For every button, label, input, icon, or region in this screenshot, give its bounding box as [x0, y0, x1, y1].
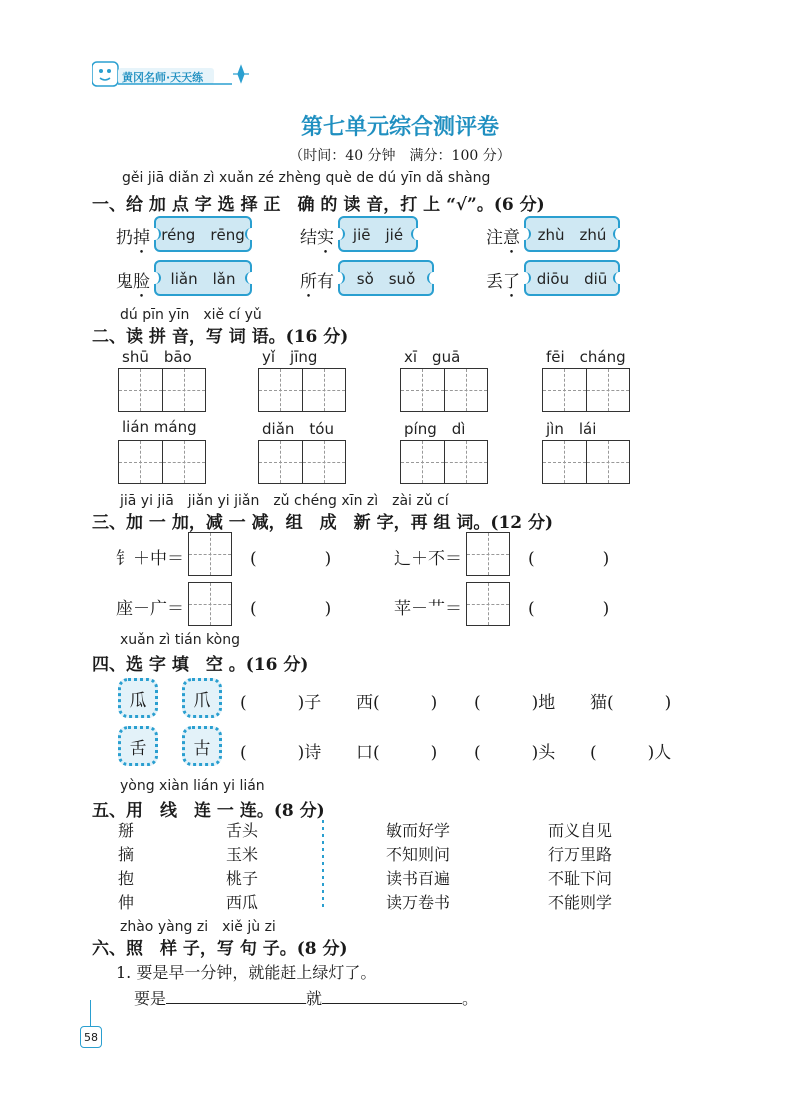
q1-word-pre: 丢	[486, 272, 503, 292]
q6-pinyin: zhào yàng zi xiě jù zi	[120, 919, 276, 935]
q4-label: 四、选 字 填 空 。(16 分)	[92, 655, 309, 675]
q5-pinyin: yòng xiàn lián yi lián	[120, 778, 265, 794]
q5-match-item[interactable]: 抱	[118, 869, 135, 888]
page-number: 58	[84, 1030, 98, 1044]
q1-word-dotted: 了	[503, 272, 520, 292]
q4-blank-item[interactable]: ( )头	[474, 743, 556, 763]
page-subtitle: （时间：40 分钟 满分：100 分）	[289, 148, 511, 164]
q2-pinyin-word: fēi cháng	[546, 348, 626, 366]
q3-equation: 钅＋中＝	[116, 549, 184, 569]
header-badge	[92, 60, 252, 88]
q5-match-item[interactable]: 西瓜	[226, 893, 259, 912]
q1-pinyin-option[interactable]: zhù zhú	[524, 216, 620, 252]
q1-pinyin: gěi jiā diǎn zì xuǎn zé zhèng què de dú yīn dǎ shàng	[122, 170, 491, 186]
q5-match-item[interactable]: 而义自见	[548, 821, 613, 840]
q2-pinyin: dú pīn yīn xiě cí yǔ	[120, 307, 262, 323]
q1-word-pre: 鬼	[116, 272, 133, 292]
grid-cell[interactable]	[119, 369, 162, 411]
q1-pinyin-option[interactable]: réng rēng	[154, 216, 252, 252]
q6-part2: 就	[306, 989, 323, 1008]
q5-match-item[interactable]: 读书百遍	[386, 869, 451, 888]
q3-word-blank[interactable]: ( )	[528, 549, 610, 569]
q4-char-option: 舌	[118, 726, 158, 766]
q2-writing-grid[interactable]	[258, 440, 346, 484]
grid-cell[interactable]	[444, 441, 488, 483]
q5-label: 五、用 线 连 一 连。(8 分)	[92, 801, 325, 821]
q5-divider-dots	[318, 818, 328, 910]
q3-label: 三、加 一 加，减 一 减，组 成 新 字，再 组 词。(12 分)	[92, 513, 554, 533]
q2-writing-grid[interactable]	[400, 368, 488, 412]
q6-part1: 要是	[134, 989, 167, 1008]
q4-blank-item[interactable]: ( )地	[474, 693, 556, 713]
q6-example: 1. 要是早一分钟，就能赶上绿灯了。	[116, 963, 377, 982]
q1-word	[486, 267, 520, 292]
q1-word	[300, 267, 334, 292]
q1-label: 一、给 加 点 字 选 择 正 确 的 读 音，打 上 “√”。(6 分)	[92, 195, 545, 215]
q5-match-item[interactable]: 伸	[118, 893, 135, 912]
q2-pinyin-word: lián máng	[122, 418, 197, 436]
grid-cell[interactable]	[162, 369, 206, 411]
q5-match-item[interactable]: 掰	[118, 821, 135, 840]
page-title: 第七单元综合测评卷	[300, 115, 499, 140]
grid-cell[interactable]	[444, 369, 488, 411]
grid-cell[interactable]	[543, 441, 586, 483]
q1-pinyin-option[interactable]: diōu diū	[524, 260, 620, 296]
q4-char-option: 古	[182, 726, 222, 766]
grid-cell[interactable]	[586, 369, 630, 411]
q2-pinyin-word: diǎn tóu	[262, 420, 334, 438]
q1-pinyin-option[interactable]: liǎn lǎn	[154, 260, 252, 296]
q1-word-dotted: 实	[317, 228, 334, 248]
q3-equation: 座－广＝	[116, 599, 184, 619]
q5-match-item[interactable]: 摘	[118, 845, 135, 864]
q3-equation: 辶＋不＝	[394, 549, 462, 569]
q4-blank-item[interactable]: ( )诗	[240, 743, 322, 763]
grid-cell[interactable]	[401, 441, 444, 483]
q6-answer-line	[134, 986, 478, 1009]
q5-match-item[interactable]: 舌头	[226, 821, 259, 840]
q6-label: 六、照 样 子，写 句 子。(8 分)	[92, 939, 348, 959]
q4-blank-item[interactable]: ( )子	[240, 693, 322, 713]
q2-label: 二、读 拼 音，写 词 语。(16 分)	[92, 327, 349, 347]
q3-answer-box[interactable]	[466, 582, 510, 626]
q2-pinyin-word: shū bāo	[122, 348, 192, 366]
q3-answer-box[interactable]	[188, 532, 232, 576]
grid-cell[interactable]	[302, 441, 346, 483]
q6-blank-1[interactable]	[166, 987, 306, 1004]
grid-cell[interactable]	[302, 369, 346, 411]
q1-word-post: 有	[317, 272, 334, 292]
q4-blank-item[interactable]: 口( )	[356, 743, 438, 763]
grid-cell[interactable]	[119, 441, 162, 483]
grid-cell[interactable]	[586, 441, 630, 483]
q3-word-blank[interactable]: ( )	[528, 599, 610, 619]
q3-pinyin: jiā yi jiā jiǎn yi jiǎn zǔ chéng xīn zì zài zǔ cí	[120, 493, 449, 509]
q2-writing-grid[interactable]	[400, 440, 488, 484]
page-number-box	[80, 1026, 102, 1048]
q1-word-dotted: 意	[503, 228, 520, 248]
q4-char-option: 瓜	[118, 678, 158, 718]
q2-pinyin-word: yǐ jīng	[262, 348, 318, 366]
q5-match-item[interactable]: 敏而好学	[386, 821, 451, 840]
grid-cell[interactable]	[401, 369, 444, 411]
q5-match-item[interactable]: 行万里路	[548, 845, 613, 864]
q5-match-item[interactable]: 不能则学	[548, 893, 613, 912]
page-edge-line	[90, 1000, 91, 1026]
q6-end: 。	[462, 989, 479, 1008]
q1-word-dotted: 所	[300, 272, 317, 292]
q4-blank-item[interactable]: 西( )	[356, 693, 438, 713]
q5-match-item[interactable]: 读万卷书	[386, 893, 451, 912]
q1-word-dotted: 脸	[133, 272, 150, 292]
q2-writing-grid[interactable]	[258, 368, 346, 412]
q1-word-dotted: 掉	[133, 228, 150, 248]
q6-blank-2[interactable]	[322, 987, 462, 1004]
q1-word-pre: 扔	[116, 228, 133, 248]
q4-blank-item[interactable]: ( )人	[590, 743, 672, 763]
q1-word-pre: 结	[300, 228, 317, 248]
q1-word	[486, 223, 520, 248]
q3-equation: 苹－艹＝	[394, 599, 462, 619]
q2-pinyin-word: jìn lái	[546, 420, 597, 438]
q4-char-option: 爪	[182, 678, 222, 718]
header-badge-text: 黄冈名师·天天练	[122, 71, 204, 84]
q2-pinyin-word: píng dì	[404, 420, 466, 438]
q1-word	[300, 223, 334, 248]
q4-blank-item[interactable]: 猫( )	[590, 693, 672, 713]
q5-match-item[interactable]: 不知则问	[386, 845, 451, 864]
q2-writing-grid[interactable]	[118, 368, 206, 412]
grid-cell[interactable]	[162, 441, 206, 483]
q3-word-blank[interactable]: ( )	[250, 599, 332, 619]
q1-pinyin-option[interactable]: sǒ suǒ	[338, 260, 434, 296]
q1-word-pre: 注	[486, 228, 503, 248]
grid-cell[interactable]	[259, 441, 302, 483]
q3-answer-box[interactable]	[188, 582, 232, 626]
q5-match-item[interactable]: 不耻下问	[548, 869, 613, 888]
grid-cell[interactable]	[259, 369, 302, 411]
q2-pinyin-word: xī guā	[404, 348, 461, 366]
grid-cell[interactable]	[543, 369, 586, 411]
q3-answer-box[interactable]	[466, 532, 510, 576]
q1-word	[116, 223, 150, 248]
q5-match-item[interactable]: 桃子	[226, 869, 259, 888]
q2-writing-grid[interactable]	[118, 440, 206, 484]
q2-writing-grid[interactable]	[542, 368, 630, 412]
q1-word	[116, 267, 150, 292]
q3-word-blank[interactable]: ( )	[250, 549, 332, 569]
q5-match-item[interactable]: 玉米	[226, 845, 259, 864]
q2-writing-grid[interactable]	[542, 440, 630, 484]
q4-pinyin: xuǎn zì tián kòng	[120, 632, 240, 648]
q1-pinyin-option[interactable]: jiē jié	[338, 216, 418, 252]
